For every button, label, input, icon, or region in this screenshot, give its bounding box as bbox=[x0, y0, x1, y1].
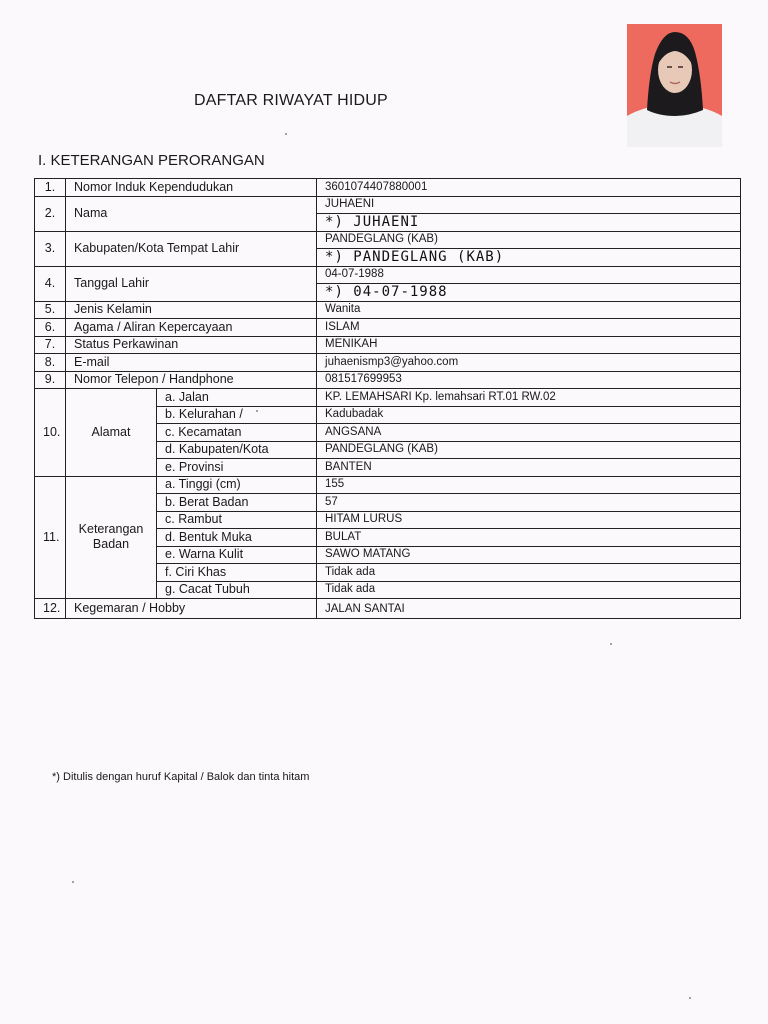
field-value: Wanita bbox=[317, 301, 741, 319]
field-value: PANDEGLANG (KAB) bbox=[317, 441, 741, 459]
field-value: 57 bbox=[317, 494, 741, 512]
sub-field-label: f. Ciri Khas bbox=[157, 564, 317, 582]
table-row bbox=[35, 476, 741, 494]
sub-field-label: b. Kelurahan / bbox=[157, 406, 317, 424]
field-value: 3601074407880001 bbox=[317, 179, 741, 197]
footnote: *) Ditulis dengan huruf Kapital / Balok dan tinta hitam bbox=[52, 771, 310, 783]
table-row bbox=[35, 196, 741, 214]
table-row bbox=[35, 179, 741, 197]
sub-field-label: c. Kecamatan bbox=[157, 424, 317, 442]
row-number: 2. bbox=[35, 196, 66, 231]
field-label: Nama bbox=[66, 196, 317, 231]
sub-field-label: g. Cacat Tubuh bbox=[157, 581, 317, 599]
field-value: KP. LEMAHSARI Kp. lemahsari RT.01 RW.02 bbox=[317, 389, 741, 407]
field-value: BANTEN bbox=[317, 459, 741, 477]
scan-speck bbox=[689, 997, 691, 999]
row-number: 1. bbox=[35, 179, 66, 197]
sub-field-label: d. Kabupaten/Kota bbox=[157, 441, 317, 459]
field-value: Tidak ada bbox=[317, 564, 741, 582]
table-row bbox=[35, 599, 741, 619]
field-value: ANGSANA bbox=[317, 424, 741, 442]
handwritten-value: *) 04-07-1988 bbox=[317, 284, 741, 302]
field-value: 081517699953 bbox=[317, 371, 741, 389]
row-number: 11. bbox=[35, 476, 66, 599]
field-label: Status Perkawinan bbox=[66, 336, 317, 354]
field-value: SAWO MATANG bbox=[317, 546, 741, 564]
scan-speck bbox=[610, 643, 612, 645]
field-label: Jenis Kelamin bbox=[66, 301, 317, 319]
field-value: HITAM LURUS bbox=[317, 511, 741, 529]
table-row bbox=[35, 266, 741, 284]
field-label: Kabupaten/Kota Tempat Lahir bbox=[66, 231, 317, 266]
field-value: MENIKAH bbox=[317, 336, 741, 354]
row-number: 12. bbox=[35, 599, 66, 619]
table-row bbox=[35, 389, 741, 407]
table-row bbox=[35, 354, 741, 372]
field-label-line: Keterangan bbox=[78, 522, 144, 537]
field-value: ISLAM bbox=[317, 319, 741, 337]
handwritten-value: *) PANDEGLANG (KAB) bbox=[317, 249, 741, 267]
sub-field-label: c. Rambut bbox=[157, 511, 317, 529]
table-row bbox=[35, 336, 741, 354]
document-title: DAFTAR RIWAYAT HIDUP bbox=[194, 92, 388, 109]
scan-speck bbox=[72, 881, 74, 883]
row-number: 6. bbox=[35, 319, 66, 337]
sub-field-label: d. Bentuk Muka bbox=[157, 529, 317, 547]
row-number: 4. bbox=[35, 266, 66, 301]
field-label: Nomor Telepon / Handphone bbox=[66, 371, 317, 389]
personal-info-table bbox=[34, 178, 741, 619]
sub-field-label: a. Tinggi (cm) bbox=[157, 476, 317, 494]
field-value: JALAN SANTAI bbox=[317, 599, 741, 619]
field-label: Tanggal Lahir bbox=[66, 266, 317, 301]
table-row bbox=[35, 319, 741, 337]
table-row bbox=[35, 301, 741, 319]
sub-field-label: e. Warna Kulit bbox=[157, 546, 317, 564]
row-number: 7. bbox=[35, 336, 66, 354]
field-value: 155 bbox=[317, 476, 741, 494]
section-heading: I. KETERANGAN PERORANGAN bbox=[38, 152, 265, 169]
handwritten-value: *) JUHAENI bbox=[317, 214, 741, 232]
table-row bbox=[35, 231, 741, 249]
field-value: Kadubadak bbox=[317, 406, 741, 424]
field-label: Kegemaran / Hobby bbox=[66, 599, 317, 619]
sub-field-label: a. Jalan bbox=[157, 389, 317, 407]
field-label: Agama / Aliran Kepercayaan bbox=[66, 319, 317, 337]
row-number: 10. bbox=[35, 389, 66, 477]
field-value: 04-07-1988 bbox=[317, 266, 741, 284]
field-label bbox=[66, 476, 157, 599]
row-number: 5. bbox=[35, 301, 66, 319]
sub-field-label: e. Provinsi bbox=[157, 459, 317, 477]
sub-field-label: b. Berat Badan bbox=[157, 494, 317, 512]
field-label-line: Badan bbox=[92, 537, 130, 552]
field-label: Alamat bbox=[66, 389, 157, 477]
scan-speck bbox=[256, 410, 258, 412]
field-value: JUHAENI bbox=[317, 196, 741, 214]
row-number: 8. bbox=[35, 354, 66, 372]
row-number: 3. bbox=[35, 231, 66, 266]
profile-photo bbox=[627, 24, 722, 147]
field-label: E-mail bbox=[66, 354, 317, 372]
field-value: juhaenismp3@yahoo.com bbox=[317, 354, 741, 372]
field-value: PANDEGLANG (KAB) bbox=[317, 231, 741, 249]
person-photo-icon bbox=[627, 24, 722, 147]
field-value: Tidak ada bbox=[317, 581, 741, 599]
field-value: BULAT bbox=[317, 529, 741, 547]
table-row bbox=[35, 371, 741, 389]
row-number: 9. bbox=[35, 371, 66, 389]
scan-speck bbox=[285, 133, 287, 135]
field-label: Nomor Induk Kependudukan bbox=[66, 179, 317, 197]
